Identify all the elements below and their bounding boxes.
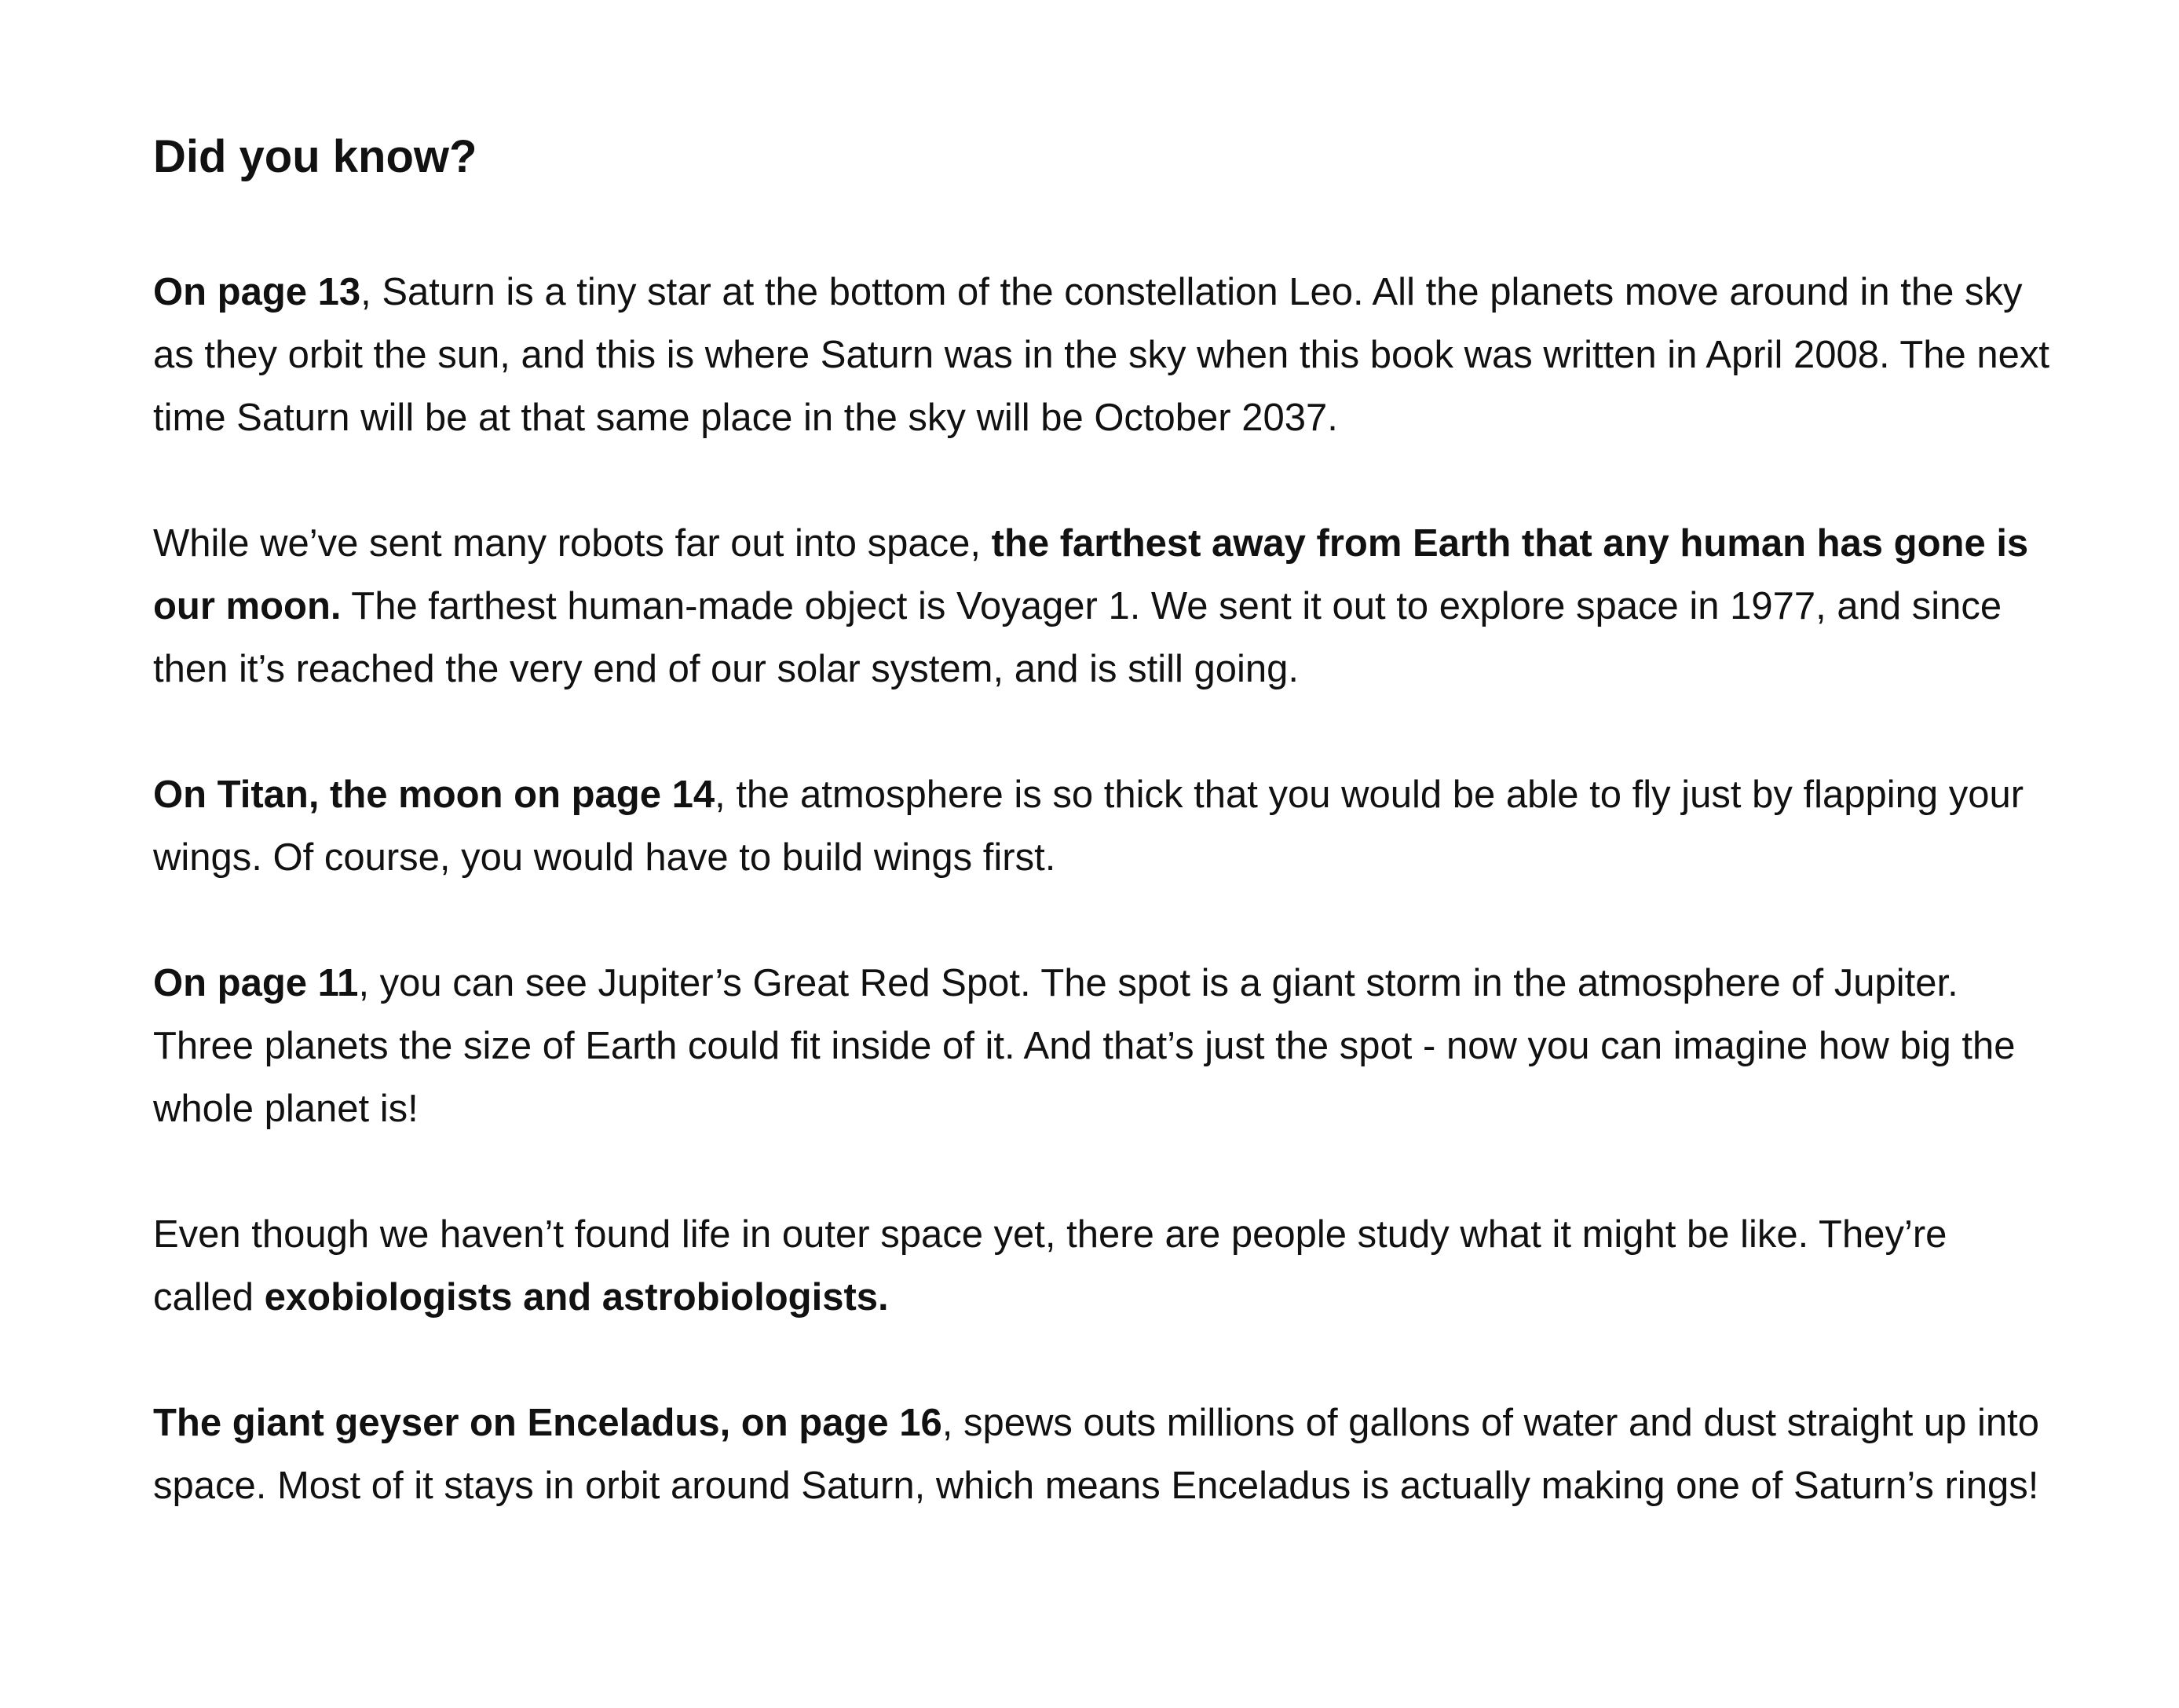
paragraph-enceladus	[153, 1392, 2053, 1517]
body-text: , Saturn is a tiny star at the bottom of the constellation Leo. All the planets move around in the sky as they orbit the sun, and this is where Saturn was in the sky when this book was written in April 2008. The next time Saturn will be at that same place in the sky will be October 2037.	[153, 271, 2049, 439]
bold-text: On page 11	[153, 962, 359, 1004]
body-text: The farthest human-made object is Voyager 1. We sent it out to explore space in 1977, and since then it’s reached the very end of our solar system, and is still going.	[153, 585, 2002, 690]
paragraph-jupiter-spot	[153, 952, 2053, 1140]
paragraph-saturn-leo	[153, 261, 2053, 449]
paragraph-voyager	[153, 512, 2053, 700]
bold-text: The giant geyser on Enceladus, on page 16	[153, 1402, 942, 1444]
bold-text: On Titan, the moon on page 14	[153, 774, 715, 816]
bold-text: exobiologists and astrobiologists.	[264, 1276, 889, 1318]
body-text: Even though we haven’t found life in outer space yet, there are people study what it might be like. They’re called	[153, 1213, 1947, 1318]
body-text: , spews outs millions of gallons of water and dust straight up into space. Most of it stays in orbit around Saturn, which means Enceladus is actually making one of Saturn’s rings!	[153, 1402, 2040, 1507]
paragraph-exobiologists	[153, 1203, 2053, 1329]
page-heading: Did you know?	[153, 131, 477, 182]
body-text: While we’ve sent many robots far out into space,	[153, 522, 992, 565]
body-text: , you can see Jupiter’s Great Red Spot. The spot is a giant storm in the atmosphere of Jupiter. Three planets the size of Earth could fit inside of it. And that’s just the spot - now you can imagine how big the whole planet is!	[153, 962, 2016, 1130]
bold-text: the farthest away from Earth that any human has gone is our moon.	[153, 522, 2029, 627]
body-text: , the atmosphere is so thick that you would be able to fly just by flapping your wings. Of course, you would have to build wings first.	[153, 774, 2024, 879]
paragraph-titan	[153, 763, 2053, 889]
bold-text: On page 13	[153, 271, 361, 313]
